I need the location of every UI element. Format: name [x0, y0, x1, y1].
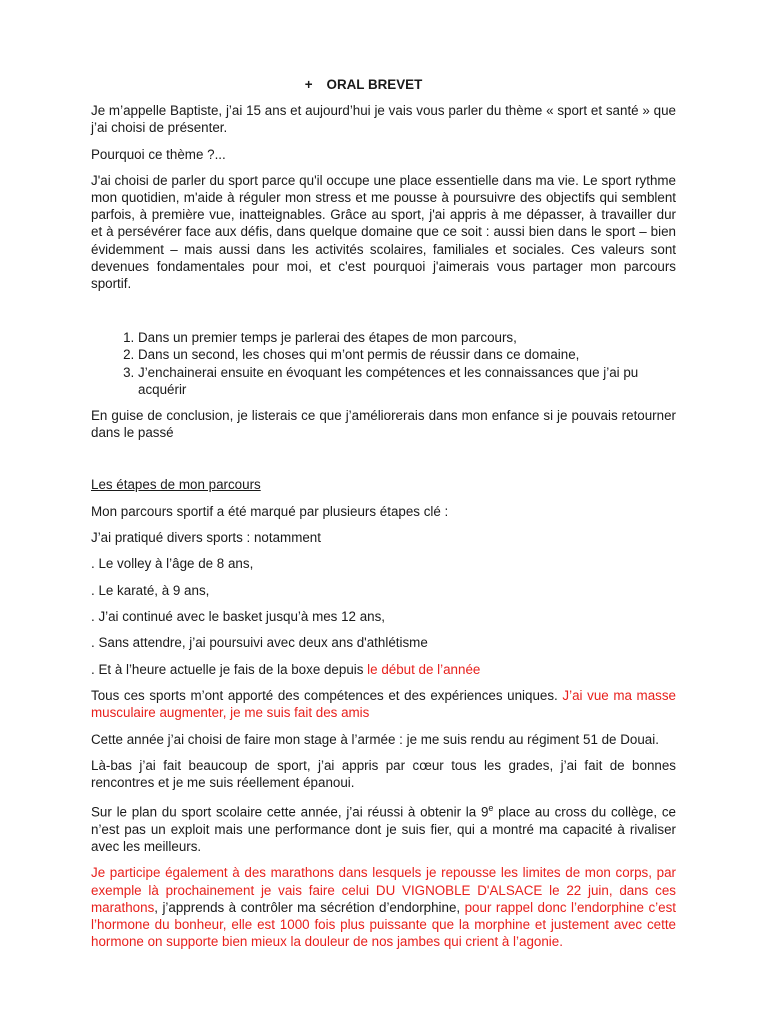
spacer	[91, 301, 676, 329]
marathon-paragraph	[91, 864, 676, 950]
cross-text-b: place au cross du collège, ce n’est pas un exploit mais une performance dont je suis fier, qui a montré ma capacité à rivaliser avec les meilleurs.	[91, 804, 676, 855]
intro-paragraph-1: Je m’appelle Baptiste, j’ai 15 ans et aujourd’hui je vais vous parler du thème « sport et santé » que j’ai choisi de présenter.	[91, 103, 676, 136]
boxe-highlight: le début de l’année	[367, 661, 481, 677]
spacer	[91, 450, 676, 476]
intro-paragraph-3: J'ai choisi de parler du sport parce qu'il occupe une place essentielle dans ma vie. Le sport rythme mon quotidien, m'aide à réguler mon stress et me pousse à poursuivre des objectifs qui semblent parfois, à première vue, inatteignables. Grâce au sport, j'ai appris à me dépasser, à travailler dur et à persévérer face aux défis, dans quelque domaine que ce soit : aussi bien dans le sport – bien évidemment – mais aussi dans les activités scolaires, familiales et sociales. Ces valeurs sont devenues fondamentales pour moi, et c'est pourquoi j'aimerais vous partager mon parcours sportif.	[91, 172, 676, 292]
plan-list	[91, 329, 676, 398]
marathon-highlight-2: pour rappel donc l’endorphine c’est l’hormone du bonheur, elle est 1000 fois plus puissante que la morphine et justement avec cette hormone on supporte bien mieux la douleur de nos jambes qui crient à l’agonie.	[91, 899, 676, 950]
plan-item: 1. Dans un premier temps je parlerai des étapes de mon parcours,	[138, 329, 676, 346]
skills-text: Tous ces sports m’ont apporté des compétences et des expériences uniques.	[91, 688, 563, 704]
title-plus: +	[304, 77, 313, 92]
section-lead: Mon parcours sportif a été marqué par plusieurs étapes clé :	[91, 503, 449, 519]
sport-item: . Le volley à l’âge de 8 ans,	[91, 556, 254, 572]
document-page	[91, 76, 676, 959]
skills-paragraph	[91, 687, 676, 721]
sport-item: . Sans attendre, j’ai poursuivi avec deux ans d'athlétisme	[91, 635, 428, 651]
cross-superscript: e	[488, 803, 494, 814]
plan-item: 2. Dans un second, les choses qui m’ont permis de réussir dans ce domaine,	[138, 346, 676, 363]
conclusion-intro: En guise de conclusion, je listerais ce que j’améliorerais dans mon enfance si je pouvais retourner dans le passé	[91, 408, 676, 441]
boxe-text: . Et à l’heure actuelle je fais de la boxe depuis	[91, 661, 368, 677]
cross-text-a: Sur le plan du sport scolaire cette année, j’ai réussi à obtenir la 9	[91, 804, 489, 820]
title-text: ORAL BREVET	[326, 77, 423, 92]
marathon-text: , j’apprends à contrôler ma sécrétion d’endorphine,	[154, 899, 465, 915]
plan-item: 3. J’enchainerai ensuite en évoquant les compétences et les connaissances que j’ai pu acquérir	[138, 364, 676, 398]
stage-paragraph: Cette année j’ai choisi de faire mon stage à l’armée : je me suis rendu au régiment 51 de Douai.	[91, 731, 659, 747]
marathon-highlight-1: Je participe également à des marathons dans lesquels je repousse les limites de mon corps, par exemple là prochainement je vais faire celui DU VIGNOBLE D'ALSACE le 22 juin, dans ces marathons	[91, 865, 676, 915]
document-title	[91, 76, 676, 93]
section-heading: Les étapes de mon parcours	[91, 477, 261, 493]
labas-paragraph: Là-bas j’ai fait beaucoup de sport, j’ai appris par cœur tous les grades, j’ai fait de bonnes rencontres et je me suis réellement épanoui.	[91, 757, 676, 791]
sport-item-boxe	[91, 661, 676, 678]
intro-paragraph-2: Pourquoi ce thème ?...	[91, 146, 226, 162]
sport-item: . J’ai continué avec le basket jusqu’à mes 12 ans,	[91, 609, 386, 625]
skills-highlight: J’ai vue ma masse musculaire augmenter, je me suis fait des amis	[91, 688, 676, 721]
sport-item: . Le karaté, à 9 ans,	[91, 582, 210, 598]
cross-paragraph	[91, 800, 676, 855]
sports-intro: J’ai pratiqué divers sports : notamment	[91, 529, 321, 545]
